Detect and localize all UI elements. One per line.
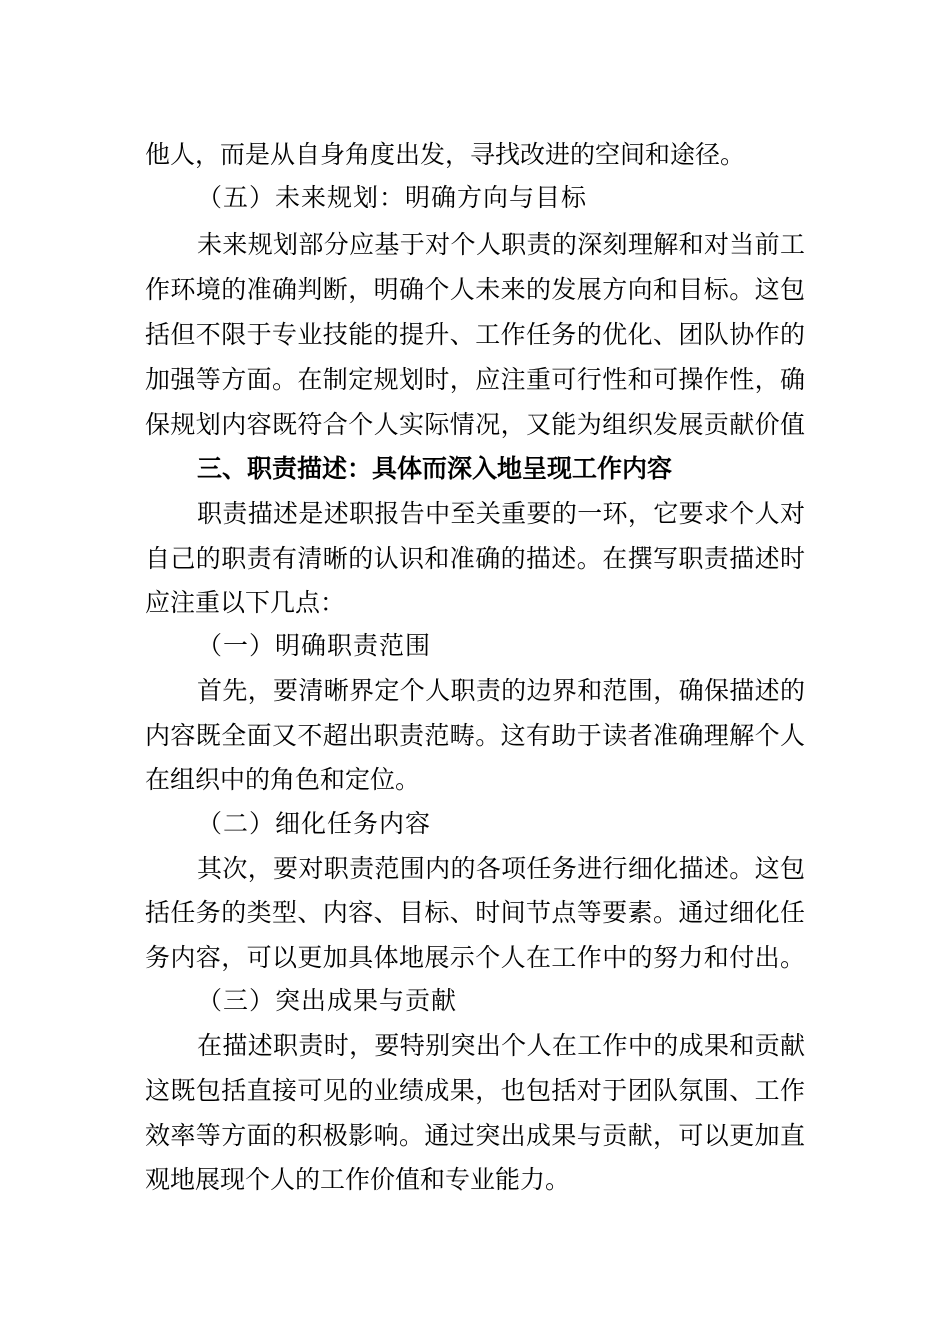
subsection-one-line: 内容既全面又不超出职责范畴。这有助于读者准确理解个人 xyxy=(145,721,805,750)
subsection-three-line: 观地展现个人的工作价值和专业能力。 xyxy=(145,1165,571,1194)
section-five-paragraph-line: 作环境的准确判断，明确个人未来的发展方向和目标。这包 xyxy=(145,275,805,304)
carryover-line: 他人，而是从自身角度出发，寻找改进的空间和途径。 xyxy=(145,140,746,169)
subsection-two-line: 括任务的类型、内容、目标、时间节点等要素。通过细化任 xyxy=(145,898,805,927)
section-three-intro-line: 应注重以下几点： xyxy=(145,588,346,617)
section-five-paragraph-line: 加强等方面。在制定规划时，应注重可行性和可操作性，确 xyxy=(145,365,805,394)
subsection-two-heading: （二）细化任务内容 xyxy=(197,809,432,838)
subsection-one-line: 首先，要清晰界定个人职责的边界和范围，确保描述的 xyxy=(197,676,805,705)
section-five-heading: （五）未来规划：明确方向与目标 xyxy=(197,183,588,212)
subsection-three-heading: （三）突出成果与贡献 xyxy=(197,986,458,1015)
section-five-paragraph-line: 括但不限于专业技能的提升、工作任务的优化、团队协作的 xyxy=(145,320,805,349)
subsection-two-line: 其次，要对职责范围内的各项任务进行细化描述。这包 xyxy=(197,854,805,883)
section-five-paragraph-line: 保规划内容既符合个人实际情况，又能为组织发展贡献价值 xyxy=(145,410,805,439)
subsection-three-line: 这既包括直接可见的业绩成果，也包括对于团队氛围、工作 xyxy=(145,1076,805,1105)
subsection-one-line: 在组织中的角色和定位。 xyxy=(145,765,421,794)
subsection-two-line: 务内容，可以更加具体地展示个人在工作中的努力和付出。 xyxy=(145,943,805,972)
subsection-three-line: 效率等方面的积极影响。通过突出成果与贡献，可以更加直 xyxy=(145,1121,805,1150)
section-three-heading: 三、职责描述：具体而深入地呈现工作内容 xyxy=(197,454,673,483)
subsection-one-heading: （一）明确职责范围 xyxy=(197,631,432,660)
section-three-intro-line: 职责描述是述职报告中至关重要的一环，它要求个人对 xyxy=(197,499,805,528)
subsection-three-line: 在描述职责时，要特别突出个人在工作中的成果和贡献 xyxy=(197,1031,805,1060)
section-five-paragraph-line: 未来规划部分应基于对个人职责的深刻理解和对当前工 xyxy=(197,230,805,259)
section-three-intro-line: 自己的职责有清晰的认识和准确的描述。在撰写职责描述时 xyxy=(145,544,805,573)
